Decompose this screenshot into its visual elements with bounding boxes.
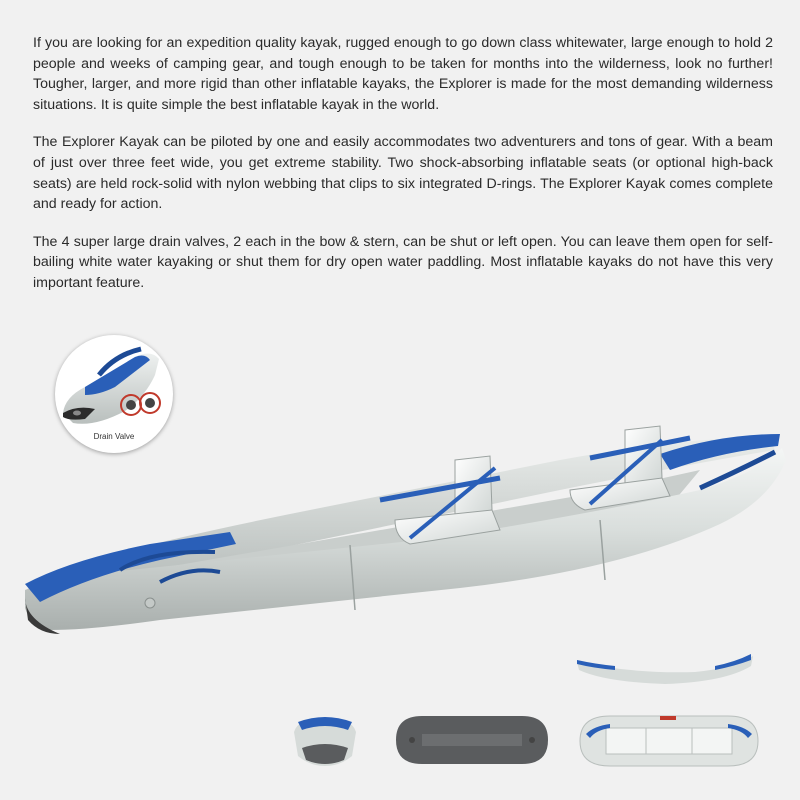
product-description xyxy=(33,33,773,311)
kayak-bottom-view xyxy=(392,712,552,768)
description-paragraph: The Explorer Kayak can be piloted by one and easily accommodates two adventurers and tons of gear. With a beam of just over three feet wide, you get extreme stability. Two shock-absorbing inflatable seats (or optional high-back seats) are held rock-solid with nylon webbing that clips to six integrated D-rings. The Explorer Kayak comes complete and ready for action. xyxy=(33,134,773,213)
kayak-side-view xyxy=(575,652,755,688)
kayak-front-view xyxy=(290,712,360,772)
inset-caption: Drain Valve xyxy=(93,432,135,441)
description-paragraph: If you are looking for an expedition quality kayak, rugged enough to go down class whitewater, large enough to hold 2 people and weeks of camping gear, and tough enough to be taken for months into the wilderness, look no further! Tougher, larger, and more rigid than other inflatable kayaks, the Explorer is made for the most demanding wilderness situations. It is quite simple the best inflatable kayak in the world. xyxy=(33,35,773,113)
kayak-top-view xyxy=(576,712,762,770)
kayak-main-illustration xyxy=(0,420,800,650)
description-paragraph: The 4 super large drain valves, 2 each in the bow & stern, can be shut or left open. You can leave them open for self-bailing white water kayaking or shut them for dry open water paddling. Most inflatable kayaks do not have this very important feature. xyxy=(33,233,773,291)
